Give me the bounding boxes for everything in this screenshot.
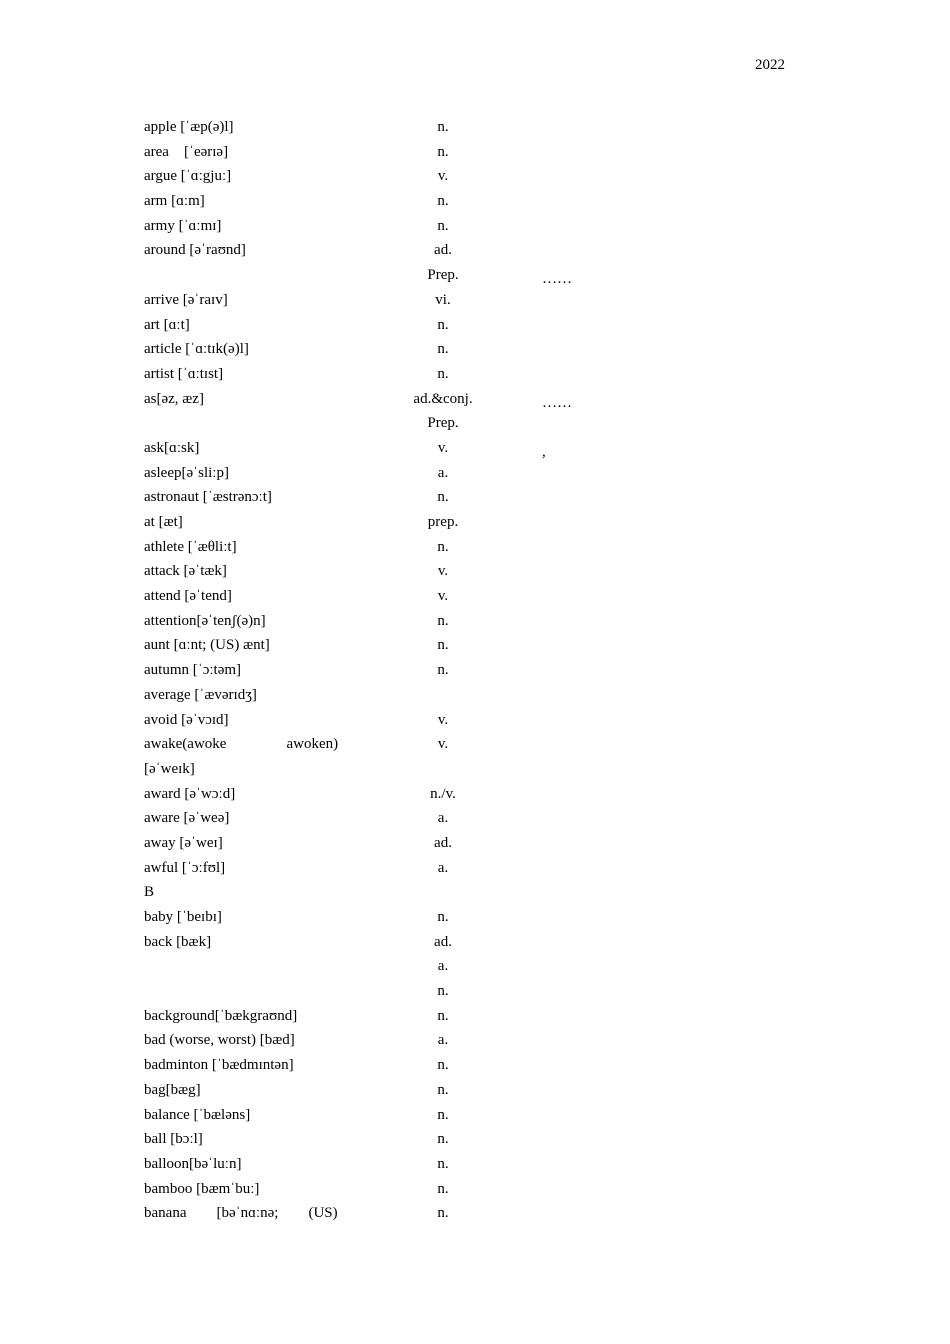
page-year: 2022 [755, 57, 785, 73]
vocab-entry [144, 806, 844, 831]
vocab-entry [144, 1004, 844, 1029]
entry-word: balloon[bəˈluːn] [144, 1155, 242, 1172]
entry-part-of-speech: n. [437, 316, 449, 333]
entry-word: B [144, 884, 155, 901]
entry-word: bamboo [bæmˈbuː] [144, 1180, 260, 1197]
vocab-entry [144, 313, 844, 338]
entry-word: aunt [ɑːnt; (US) ænt] [144, 637, 270, 654]
vocab-entry [144, 189, 844, 214]
entry-word: around [əˈraʊnd] [144, 242, 246, 259]
entry-word: art [ɑːt] [144, 316, 190, 333]
vocab-entry [144, 461, 844, 486]
entry-word: artist [ˈɑːtɪst] [144, 365, 224, 382]
vocab-entry [144, 436, 844, 461]
vocab-entry [144, 411, 844, 436]
entry-word: bag[bæg] [144, 1081, 201, 1098]
entry-part-of-speech: ad. [434, 933, 452, 950]
entry-word: area [ˈeərɪə] [144, 143, 229, 160]
vocab-entry [144, 140, 844, 165]
entry-part-of-speech: n. [437, 909, 449, 925]
entry-part-of-speech: Prep. [427, 415, 459, 432]
entry-note: , [542, 443, 546, 460]
entry-word: attack [əˈtæk] [144, 563, 227, 580]
entry-word: ball [bɔːl] [144, 1131, 203, 1148]
entry-part-of-speech: n. [437, 143, 449, 160]
entry-part-of-speech: a. [437, 958, 449, 975]
entry-part-of-speech: n. [437, 1106, 449, 1123]
entry-part-of-speech: n. [437, 1180, 449, 1197]
entry-word: aware [əˈweə] [144, 810, 230, 827]
vocab-entry [144, 1201, 844, 1226]
entry-part-of-speech: prep. [427, 514, 459, 530]
vocab-entry [144, 782, 844, 807]
vocab-entry [144, 1028, 844, 1053]
entry-part-of-speech: ad. [434, 242, 452, 259]
entry-part-of-speech: v. [437, 439, 449, 456]
vocab-entry [144, 1078, 844, 1103]
vocab-entry [144, 387, 844, 412]
vocab-entry [144, 164, 844, 189]
entry-word: asleep[əˈsliːp] [144, 464, 229, 481]
vocab-entry [144, 831, 844, 856]
vocab-entry [144, 708, 844, 733]
entry-part-of-speech: n. [437, 1007, 449, 1024]
vocab-entry [144, 1103, 844, 1128]
vocab-entry [144, 880, 844, 905]
entry-part-of-speech: n. [437, 489, 449, 506]
entry-word: astronaut [ˈæstrənɔːt] [144, 489, 272, 506]
vocab-entry [144, 238, 844, 263]
entry-part-of-speech: ad. [434, 834, 452, 851]
entry-word: banana [bəˈnɑːnə; (US) [144, 1205, 338, 1222]
entry-word: baby [ˈbeɪbɪ] [144, 909, 222, 925]
entry-word: awful [ˈɔːfʊl] [144, 859, 226, 876]
entry-part-of-speech: n. [437, 637, 449, 654]
vocab-entry [144, 633, 844, 658]
entry-word: [əˈweɪk] [144, 760, 195, 777]
vocab-entry [144, 535, 844, 560]
vocab-entry [144, 485, 844, 510]
vocab-entry [144, 510, 844, 535]
entry-word: army [ˈɑːmɪ] [144, 217, 222, 234]
entry-part-of-speech: n. [437, 983, 449, 1000]
entry-word: athlete [ˈæθliːt] [144, 538, 237, 555]
entry-word: autumn [ˈɔːtəm] [144, 662, 242, 679]
vocab-entry [144, 609, 844, 634]
entry-word: apple [ˈæp(ə)l] [144, 119, 234, 135]
entry-word: background[ˈbækgraʊnd] [144, 1007, 298, 1024]
vocab-entry [144, 954, 844, 979]
entry-part-of-speech: v. [437, 588, 449, 605]
entry-part-of-speech: n. [437, 1057, 449, 1074]
entry-part-of-speech: n. [437, 341, 449, 358]
vocab-entry [144, 1177, 844, 1202]
entry-part-of-speech: n. [437, 538, 449, 555]
entry-word: as[əz, æz] [144, 390, 204, 407]
entry-word: away [əˈweɪ] [144, 834, 223, 851]
entry-part-of-speech: a. [437, 859, 449, 876]
entry-part-of-speech: Prep. [427, 267, 459, 284]
entry-word: argue [ˈɑːgjuː] [144, 168, 232, 185]
vocab-entry [144, 337, 844, 362]
entry-word: balance [ˈbæləns] [144, 1106, 251, 1123]
entry-word: award [əˈwɔːd] [144, 785, 236, 802]
entry-word: badminton [ˈbædmɪntən] [144, 1057, 294, 1074]
entry-part-of-speech: ad.&conj. [413, 390, 473, 407]
entry-part-of-speech: n. [437, 1081, 449, 1098]
entry-part-of-speech: vi. [435, 291, 451, 308]
entry-part-of-speech: v. [437, 736, 449, 753]
entry-word: ask[ɑːsk] [144, 439, 200, 456]
entry-word: back [bæk] [144, 933, 212, 950]
vocab-entry [144, 1152, 844, 1177]
vocab-entry [144, 905, 844, 930]
vocab-entry [144, 1053, 844, 1078]
entry-part-of-speech: n./v. [430, 785, 456, 802]
entry-note: …… [542, 271, 572, 288]
vocab-entry [144, 856, 844, 881]
entry-word: awake(awoke awoken) [144, 736, 339, 753]
entry-part-of-speech: n. [437, 365, 449, 382]
entry-word: arm [ɑːm] [144, 193, 205, 210]
entry-word: article [ˈɑːtɪk(ə)l] [144, 341, 249, 358]
vocab-entry [144, 732, 844, 757]
entry-word: attend [əˈtend] [144, 588, 232, 605]
vocab-entry [144, 263, 844, 288]
entry-part-of-speech: a. [437, 1032, 449, 1049]
entry-part-of-speech: v. [437, 563, 449, 580]
vocab-entry [144, 288, 844, 313]
vocab-entry [144, 683, 844, 708]
entry-word: arrive [əˈraɪv] [144, 291, 228, 308]
entry-part-of-speech: n. [437, 193, 449, 210]
vocab-entry [144, 930, 844, 955]
vocab-entry [144, 214, 844, 239]
entry-part-of-speech: n. [437, 217, 449, 234]
vocab-entry [144, 1127, 844, 1152]
entry-part-of-speech: n. [437, 119, 449, 135]
entry-part-of-speech: n. [437, 1205, 449, 1222]
vocab-entry [144, 584, 844, 609]
entry-word: bad (worse, worst) [bæd] [144, 1032, 295, 1049]
vocab-entry [144, 362, 844, 387]
entry-part-of-speech: n. [437, 662, 449, 679]
entry-part-of-speech: n. [437, 1155, 449, 1172]
entry-part-of-speech: v. [437, 711, 449, 728]
vocab-entry [144, 115, 844, 140]
vocabulary-list [144, 115, 844, 1226]
vocab-entry [144, 979, 844, 1004]
entry-word: at [æt] [144, 514, 183, 530]
entry-word: attention[əˈtenʃ(ə)n] [144, 612, 266, 629]
vocab-entry [144, 559, 844, 584]
entry-part-of-speech: n. [437, 612, 449, 629]
entry-word: avoid [əˈvɔɪd] [144, 711, 229, 728]
vocab-entry [144, 658, 844, 683]
entry-part-of-speech: a. [437, 464, 449, 481]
entry-note: …… [542, 394, 572, 411]
entry-part-of-speech: a. [437, 810, 449, 827]
entry-word: average [ˈævərɪdʒ] [144, 686, 257, 703]
entry-part-of-speech: n. [437, 1131, 449, 1148]
entry-part-of-speech: v. [437, 168, 449, 185]
vocab-entry [144, 757, 844, 782]
